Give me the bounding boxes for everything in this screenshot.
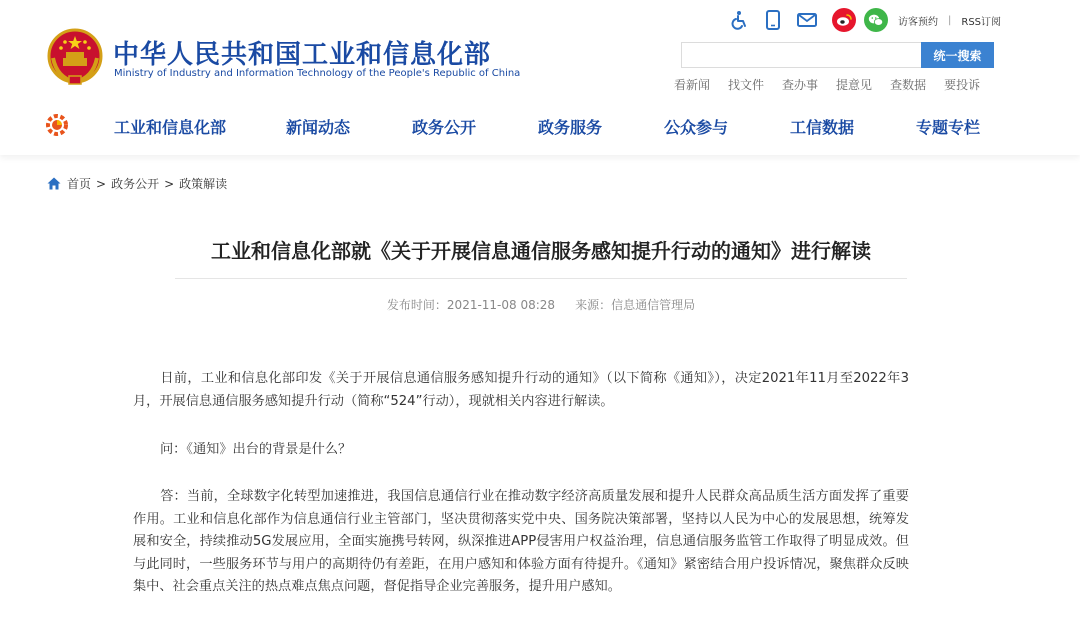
top-separator: | [948, 14, 952, 26]
main-nav [0, 115, 1080, 137]
quick-link-news[interactable]: 看新闻 [674, 78, 711, 92]
mobile-icon[interactable] [762, 9, 784, 31]
top-utility-bar [728, 9, 1001, 31]
search-input[interactable] [681, 42, 921, 68]
breadcrumb-government-affairs[interactable]: 政务公开 [111, 177, 160, 191]
article-meta [133, 296, 949, 313]
rss-link[interactable]: RSS订阅 [961, 16, 1002, 28]
site-subtitle: Ministry of Industry and Information Technology of the People's Republic of China [114, 68, 521, 79]
weibo-icon[interactable] [832, 8, 856, 32]
title-divider [175, 278, 907, 279]
article-title: 工业和信息化部就《关于开展信息通信服务感知提升行动的通知》进行解读 [211, 239, 871, 263]
answer-text: 答：当前，全球数字化转型加速推进，我国信息通信行业在推动数字经济高质量发展和提升人民群众高品质生活方面发挥了重要作用。工业和信息化部作为信息通信行业主管部门，坚决贯彻落实党中央、国务院决策部署，坚持以人民为中心的发展思想，统筹发展和安全，持续推动5G发展应用，全面实施携号转网，纵深推进APP侵害用户权益治理，信息通信服务监管工作取得了明显成效。但与此同时，一些服务环节与用户的高期待仍有差距，在用户感知和体验方面有待提升。《通知》紧密结合用户投诉情况，聚焦群众反映集中、社会重点关注的热点难点焦点问题，督促指导企业完善服务，提升用户感知。 [133, 489, 909, 594]
mail-icon[interactable] [796, 9, 818, 31]
article-question [133, 439, 909, 462]
paragraph-text: 日前，工业和信息化部印发《关于开展信息通信服务感知提升行动的通知》（以下简称《通知》），决定2021年11月至2022年3月，开展信息通信服务感知提升行动（简称“524”行动），现就相关内容进行解读。 [133, 371, 909, 409]
nav-item-public-participation[interactable]: 公众参与 [664, 118, 729, 137]
quick-link-complaints[interactable]: 要投诉 [944, 78, 981, 92]
nav-item-special-topics[interactable]: 专题专栏 [916, 118, 981, 137]
nav-item-government-affairs[interactable]: 政务公开 [412, 118, 477, 137]
national-emblem-icon [47, 28, 103, 86]
visit-appointment-link[interactable]: 访客预约 [898, 16, 938, 28]
question-text: 问：《通知》出台的背景是什么？ [160, 442, 352, 457]
publish-time: 发布时间：2021-11-08 08:28 [386, 298, 556, 312]
article-paragraph [133, 368, 909, 413]
breadcrumb-separator: > [164, 176, 175, 191]
accessibility-icon[interactable] [728, 9, 750, 31]
nav-item-government-services[interactable]: 政务服务 [538, 118, 603, 137]
quick-link-data[interactable]: 查数据 [890, 78, 927, 92]
breadcrumb-home[interactable]: 首页 [67, 177, 92, 191]
quick-link-files[interactable]: 找文件 [728, 78, 765, 92]
wechat-icon[interactable] [864, 8, 888, 32]
nav-item-news[interactable]: 新闻动态 [286, 118, 351, 137]
search-button[interactable]: 统一搜索 [921, 42, 994, 68]
nav-item-ministry[interactable]: 工业和信息化部 [114, 118, 227, 137]
site-title[interactable]: 中华人民共和国工业和信息化部 [113, 40, 492, 70]
breadcrumb-separator: > [96, 176, 107, 191]
quick-link-services[interactable]: 查办事 [782, 78, 819, 92]
site-header [0, 0, 1080, 155]
nav-item-data[interactable]: 工信数据 [790, 118, 855, 137]
breadcrumb [47, 175, 227, 192]
breadcrumb-policy-interpretation[interactable]: 政策解读 [179, 177, 228, 191]
quick-link-suggestions[interactable]: 提意见 [836, 78, 873, 92]
article-source: 来源：信息通信管理局 [575, 298, 696, 312]
quick-links [674, 76, 998, 93]
article-answer [133, 486, 909, 599]
home-icon[interactable] [47, 177, 61, 190]
